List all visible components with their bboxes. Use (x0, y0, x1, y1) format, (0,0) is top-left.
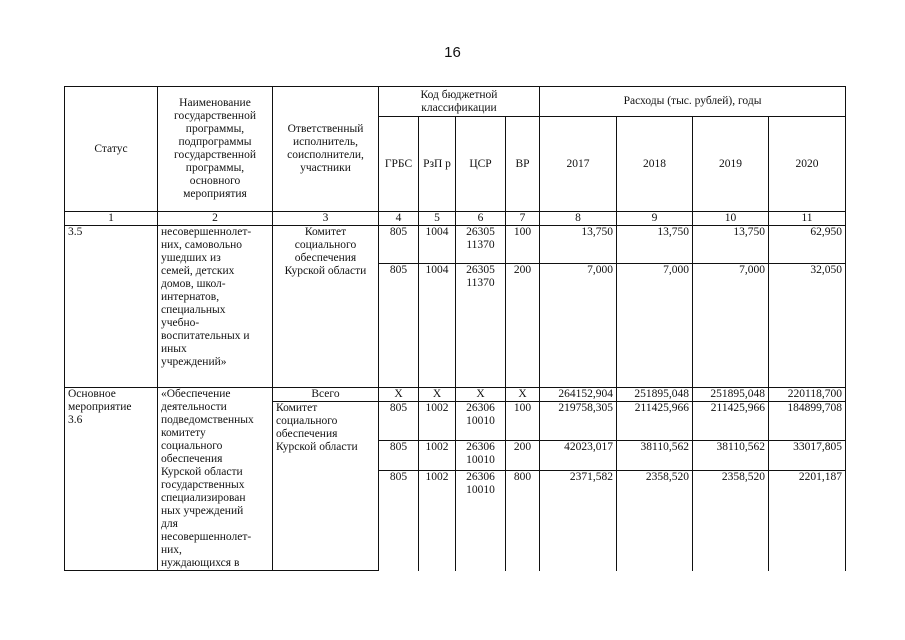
row36-line1-2018: 211425,966 (617, 402, 693, 441)
row36-line2-2020: 33017,805 (769, 441, 846, 471)
header-rzpr: РзП р (419, 117, 456, 212)
header-responsible: Ответственный исполнитель, соисполнители, участники (273, 87, 379, 212)
row35-line1-2017: 13,750 (540, 226, 617, 264)
header-vr: ВР (506, 117, 540, 212)
header-csr: ЦСР (456, 117, 506, 212)
row36-line3-2019: 2358,520 (693, 471, 769, 571)
row35-line2-2020: 32,050 (769, 264, 846, 388)
row35-responsible: Комитет социального обеспечения Курской области (273, 226, 379, 388)
header-year-2017: 2017 (540, 117, 617, 212)
row36-line2-grbs: 805 (379, 441, 419, 471)
row35-line2-vr: 200 (506, 264, 540, 388)
row36-line2-2018: 38110,562 (617, 441, 693, 471)
col-number: 11 (769, 212, 846, 226)
row35-line2-2019: 7,000 (693, 264, 769, 388)
row35-line2-2018: 7,000 (617, 264, 693, 388)
row36-line3-vr: 800 (506, 471, 540, 571)
row36-total-rzpr: X (419, 388, 456, 402)
row35-status: 3.5 (65, 226, 158, 388)
row35-line2-2017: 7,000 (540, 264, 617, 388)
header-status: Статус (65, 87, 158, 212)
col-number: 10 (693, 212, 769, 226)
row36-line3-csr: 26306 10010 (456, 471, 506, 571)
row36-line2-2019: 38110,562 (693, 441, 769, 471)
col-number: 7 (506, 212, 540, 226)
header-grbs: ГРБС (379, 117, 419, 212)
row35-line1-vr: 100 (506, 226, 540, 264)
row35-line1-grbs: 805 (379, 226, 419, 264)
row35-line2-rzpr: 1004 (419, 264, 456, 388)
row36-line1-grbs: 805 (379, 402, 419, 441)
header-name: Наименование государственной программы, подпрограммы государственной программы, основного мероприятия (158, 87, 273, 212)
row36-line2-2017: 42023,017 (540, 441, 617, 471)
row35-line1-2018: 13,750 (617, 226, 693, 264)
row36-status: Основное мероприятие 3.6 (65, 388, 158, 571)
row35-name: несовершеннолет- них, самовольно ушедших из семей, детских домов, школ- интернатов, специальных учебно- воспитательных и иных учреждений» (158, 226, 273, 388)
col-number: 5 (419, 212, 456, 226)
row36-line3-2018: 2358,520 (617, 471, 693, 571)
row35-line2-csr: 26305 11370 (456, 264, 506, 388)
row36-line1-2017: 219758,305 (540, 402, 617, 441)
page-number: 16 (444, 44, 461, 61)
row36-line1-rzpr: 1002 (419, 402, 456, 441)
row36-line3-grbs: 805 (379, 471, 419, 571)
header-year-2019: 2019 (693, 117, 769, 212)
row36-line3-2017: 2371,582 (540, 471, 617, 571)
col-number: 1 (65, 212, 158, 226)
row36-total-2018: 251895,048 (617, 388, 693, 402)
header-year-2018: 2018 (617, 117, 693, 212)
row36-total-2017: 264152,904 (540, 388, 617, 402)
header-expenses: Расходы (тыс. рублей), годы (540, 87, 846, 117)
header-year-2020: 2020 (769, 117, 846, 212)
row36-total-2019: 251895,048 (693, 388, 769, 402)
row36-line1-2020: 184899,708 (769, 402, 846, 441)
row35-line1-csr: 26305 11370 (456, 226, 506, 264)
row36-line1-vr: 100 (506, 402, 540, 441)
row35-line1-2019: 13,750 (693, 226, 769, 264)
col-number: 8 (540, 212, 617, 226)
col-number: 2 (158, 212, 273, 226)
row35-line2-grbs: 805 (379, 264, 419, 388)
row36-line1-csr: 26306 10010 (456, 402, 506, 441)
row36-responsible: Комитет социального обеспечения Курской области (273, 402, 379, 571)
row36-line2-rzpr: 1002 (419, 441, 456, 471)
col-number: 6 (456, 212, 506, 226)
col-number: 3 (273, 212, 379, 226)
budget-table (64, 86, 846, 571)
row36-total-vr: X (506, 388, 540, 402)
row35-line1-2020: 62,950 (769, 226, 846, 264)
col-number: 4 (379, 212, 419, 226)
row35-line1-rzpr: 1004 (419, 226, 456, 264)
row36-line3-2020: 2201,187 (769, 471, 846, 571)
row36-total-csr: X (456, 388, 506, 402)
header-budget-code: Код бюджетной классификации (379, 87, 540, 117)
row36-line3-rzpr: 1002 (419, 471, 456, 571)
row36-line1-2019: 211425,966 (693, 402, 769, 441)
row36-total-2020: 220118,700 (769, 388, 846, 402)
row36-line2-vr: 200 (506, 441, 540, 471)
row36-total-label: Всего (273, 388, 379, 402)
row36-total-grbs: X (379, 388, 419, 402)
row36-name: «Обеспечение деятельности подведомственных комитету социального обеспечения Курской области государственных специализирован ных учреждений для несовершеннолет- них, нуждающихся в (158, 388, 273, 571)
row36-line2-csr: 26306 10010 (456, 441, 506, 471)
col-number: 9 (617, 212, 693, 226)
